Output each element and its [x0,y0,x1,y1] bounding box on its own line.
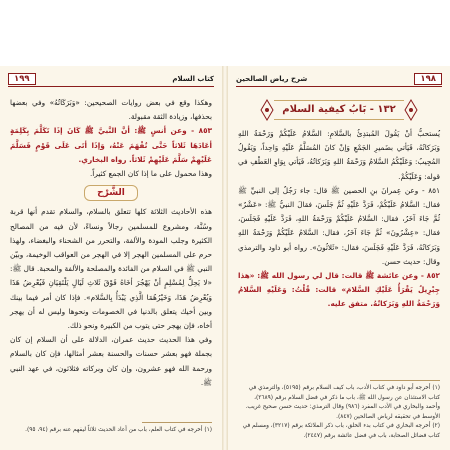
left-running-title: كتاب السلام [172,75,214,83]
sharh-heading [10,185,212,201]
right-page-header [236,72,442,87]
chapter-title: ١٣٢ - بَابُ كيفية السلام [274,100,403,120]
right-hadith-852: ٨٥٢ - وعن عائشة ﷺ قالت: قال لي رسول الله ﷺ: «هذا جِبْرِيلُ يَقْرَأُ عَلَيْكِ السَّلامَ» قالت: قُلْتُ: وَعَلَيْهِ السَّلامُ وَرَحْمَةُ اللهِ وَبَرَكاتُهُ. متفق عليه. [238,271,440,309]
left-paragraph-3: وهذا محمول على ما إذا كان الجمع كثيراً. [89,169,212,179]
left-page-body [10,96,212,390]
left-page-header [8,72,214,87]
footnote-rule [142,422,212,423]
right-footnote-1: (١) أخرجه أبو داود في كتاب الأدب، باب كيف السلام برقم (٥١٩٥)، والترمذي في كتاب الاستئذان عن رسول الله ﷺ، باب ما ذكر في فضل السلام برقم (٢٦٨٩)، وأحمد والبخاري في الأدب المفرد (٩٨٦) وقال الترمذي: حديث حسن صحيح غريب. الأوسط في تحقيقه لرياض الصالحين (٨٤٧). [245,385,440,420]
left-page-number: ١٩٩ [8,73,36,85]
right-page-number: ١٩٨ [414,73,442,85]
left-footnote-1: (١) أخرجه في كتاب العلم، باب من أعاد الحديث ثلاثاً ليفهم عنه برقم (٩٤، ٩٥). [25,427,212,433]
left-hadith-853: ٨٥٣ - وعن أنسٍ ﷺ: أنَّ النَّبيَّ ﷺ كَانَ إذَا تَكَلَّمَ بِكَلِمَةٍ أعَادَهَا ثَلاثاً حَتَّى تُفْهَمَ عَنْهُ، وَإذَا أتَى عَلَى قَوْمٍ فَسَلَّمَ عَلَيْهِمْ سَلَّمَ عَلَيْهِمْ ثَلاثاً. رواه البخاري. [10,126,212,164]
ornament-icon [260,99,274,121]
left-paragraph-1: وهكذا وقع في بعض روايات الصحيحين: «وَبَرَكَاتُهُ» وفي بعضها بحذفها، وزيادة الثقة مقبولة. [10,98,212,122]
right-footnote-2: (٢) أخرجه البخاري في كتاب بدء الخلق، باب ذكر الملائكة برقم (٣٢١٧)، ومسلم في كتاب فضائل الصحابة، باب في فضل عائشة برقم (٢٤٤٧). [242,423,440,439]
ornament-icon [404,99,418,121]
left-explanation-1: هذه الأحاديث الثلاثة كلها تتعلق بالسلام، والسلام تقدم أنها قربة وسُنَّة، ومشروع للمسلمين رجالاً ونساءً، لأن فيه من المصالح الكثيرة وجلب المودة والألفة، والتحرر من الشحناء والبغضاء، ولهذا حرم على المسلمين الهجر إلا في الهجر من العواقب الوخيمة، وبيّن النبي ﷺ في السلام من الفائدة والمصلحة والألفة والمحبة. قال ﷺ: «لا يَحِلُّ لِمُسْلِمٍ أنْ يَهْجُرَ أخَاهُ فَوْقَ ثَلاثِ لَيَالٍ يَلْتَقِيَانِ فَيُعْرِضُ هَذَا وَيُعْرِضُ هَذَا، وَخَيْرُهُمَا الَّذِي يَبْدَأُ بِالسَّلام». فإذا كان أمر فيما بينك وبين أخيك يتعلق بالدنيا في الخصومات ونحوها وليس له أن يهجر أخاه، فإن يهجر حتى يتوب من الكبيرة ونحو ذلك. [10,207,212,331]
chapter-heading [238,99,440,121]
right-running-title: شرح رياض الصالحين [236,75,308,83]
footnote-rule [370,380,440,381]
right-page-body [238,96,440,312]
sharh-heading-label: الشَّرْح [84,185,138,201]
left-footnotes [10,418,212,436]
right-footnotes [238,376,440,441]
right-hadith-851: ٨٥١ - وعن عِمرانَ بنِ الحصين ﷺ قال: جاء رَجُلٌ إلى النبيِّ ﷺ فقال: السَّلامُ عَلَيْكُمْ، فَرَدَّ عَلَيْهِ ثُمَّ جَلَسَ، فقالَ النبيُّ ﷺ: «عَشْرٌ» ثُمَّ جَاءَ آخَرُ، فقال: السَّلامُ عَلَيْكُمْ وَرَحْمَةُ اللهِ، فَرَدَّ عَلَيْهِ فَجَلَسَ، فقال: «عِشْرُونَ» ثُمَّ جَاءَ آخَرُ، فقال: السَّلامُ عَلَيْكُمْ وَرَحْمَةُ اللهِ وَبَرَكاتُهُ، فَرَدَّ عَلَيْهِ فَجَلَسَ، فقال: «ثَلاثُونَ». رواه أبو داود والترمذي وقال: حديث حسن. [238,185,440,266]
left-explanation-2: وفي هذا الحديث حديث عمران، الدلالة على أن السلام إن كان بجملة فهو بعشر حسنات والحسنة بعشر أمثالها، فإن كان بالسلام ورحمة الله فهو عشرون، وإن كان وبركاته فثلاثون، في عهد النبي ﷺ. [10,335,212,387]
right-intro-paragraph: يُستحبُّ أنْ يَقُولَ المُبتدِئُ بالسَّلامِ: السَّلامُ عَلَيْكُمْ وَرَحْمَةُ اللهِ وَبَرَكاتُهُ، فَيَأتي بضَميرِ الجَمْعِ وَإنْ كانَ المُسَلَّمُ عَلَيْهِ وَاحِداً، وَيَقُولُ المُجِيبُ: وَعَلَيْكُمُ السَّلامُ وَرَحْمَةُ اللهِ وَبَرَكاتُهُ، فَيَأتي بِوَاوِ العَطْفِ في قوله: وَعَلَيْكُمْ. [238,129,440,181]
